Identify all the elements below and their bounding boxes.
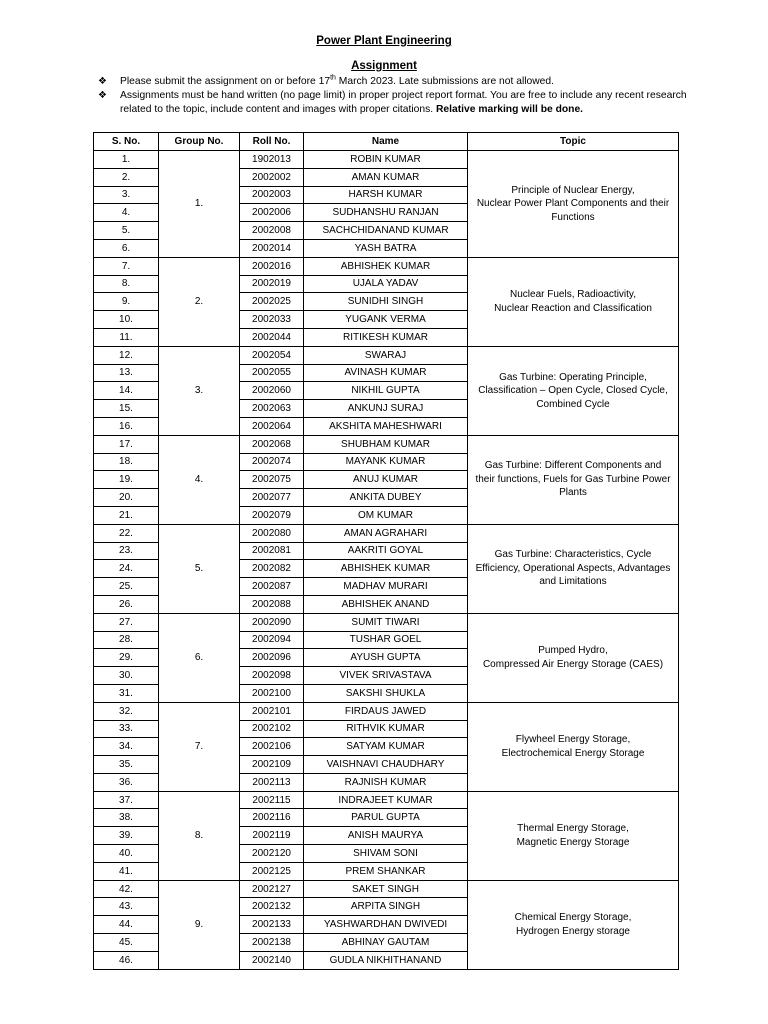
cell-sno: 5. bbox=[94, 222, 159, 240]
topic-line: Principle of Nuclear Energy, bbox=[511, 184, 635, 196]
cell-name: YASH BATRA bbox=[304, 239, 468, 257]
cell-topic bbox=[468, 613, 679, 702]
topic-line: Pumped Hydro, bbox=[538, 645, 608, 657]
cell-roll-no: 2002068 bbox=[240, 435, 304, 453]
header-group-no: Group No. bbox=[159, 133, 240, 151]
cell-group-no: 7. bbox=[159, 702, 240, 791]
document-title: Power Plant Engineering bbox=[316, 35, 452, 47]
cell-name: AMAN AGRAHARI bbox=[304, 524, 468, 542]
cell-sno: 24. bbox=[94, 560, 159, 578]
cell-topic bbox=[468, 346, 679, 435]
cell-name: AKSHITA MAHESHWARI bbox=[304, 417, 468, 435]
cell-name: SUNIDHI SINGH bbox=[304, 293, 468, 311]
topic-line: Hydrogen Energy storage bbox=[516, 925, 630, 937]
cell-group-no: 5. bbox=[159, 524, 240, 613]
cell-roll-no: 2002096 bbox=[240, 649, 304, 667]
cell-name: OM KUMAR bbox=[304, 506, 468, 524]
cell-name: SACHCHIDANAND KUMAR bbox=[304, 222, 468, 240]
cell-sno: 9. bbox=[94, 293, 159, 311]
cell-group-no: 8. bbox=[159, 791, 240, 880]
cell-roll-no: 2002033 bbox=[240, 311, 304, 329]
cell-topic bbox=[468, 151, 679, 258]
header-name: Name bbox=[304, 133, 468, 151]
cell-roll-no: 2002008 bbox=[240, 222, 304, 240]
cell-roll-no: 2002125 bbox=[240, 862, 304, 880]
table-row bbox=[94, 880, 679, 898]
topic-line: Gas Turbine: Characteristics, Cycle Efficiency, Operational Aspects, Advantages and Limitations bbox=[475, 549, 671, 588]
cell-roll-no: 2002081 bbox=[240, 542, 304, 560]
cell-roll-no: 2002079 bbox=[240, 506, 304, 524]
cell-roll-no: 2002120 bbox=[240, 845, 304, 863]
cell-name: ROBIN KUMAR bbox=[304, 151, 468, 169]
table-row bbox=[94, 435, 679, 453]
cell-sno: 42. bbox=[94, 880, 159, 898]
cell-name: ANKUNJ SURAJ bbox=[304, 400, 468, 418]
ordinal-suffix: th bbox=[330, 74, 336, 82]
cell-sno: 35. bbox=[94, 756, 159, 774]
cell-group-no: 1. bbox=[159, 151, 240, 258]
topic-line: Magnetic Energy Storage bbox=[516, 836, 630, 848]
instruction-item bbox=[96, 75, 696, 89]
cell-roll-no: 2002140 bbox=[240, 951, 304, 969]
cell-sno: 38. bbox=[94, 809, 159, 827]
cell-name: SUDHANSHU RANJAN bbox=[304, 204, 468, 222]
cell-name: UJALA YADAV bbox=[304, 275, 468, 293]
cell-name: AMAN KUMAR bbox=[304, 168, 468, 186]
cell-sno: 10. bbox=[94, 311, 159, 329]
cell-name: FIRDAUS JAWED bbox=[304, 702, 468, 720]
cell-sno: 28. bbox=[94, 631, 159, 649]
cell-sno: 27. bbox=[94, 613, 159, 631]
cell-sno: 30. bbox=[94, 667, 159, 685]
cell-roll-no: 2002115 bbox=[240, 791, 304, 809]
cell-sno: 8. bbox=[94, 275, 159, 293]
cell-name: HARSH KUMAR bbox=[304, 186, 468, 204]
cell-name: VIVEK SRIVASTAVA bbox=[304, 667, 468, 685]
cell-sno: 29. bbox=[94, 649, 159, 667]
cell-roll-no: 2002088 bbox=[240, 595, 304, 613]
cell-roll-no: 2002075 bbox=[240, 471, 304, 489]
topic-line: Nuclear Reaction and Classification bbox=[494, 302, 652, 314]
cell-roll-no: 2002113 bbox=[240, 773, 304, 791]
cell-name: PARUL GUPTA bbox=[304, 809, 468, 827]
cell-name: AVINASH KUMAR bbox=[304, 364, 468, 382]
topic-line: Flywheel Energy Storage, bbox=[515, 734, 631, 746]
cell-roll-no: 2002019 bbox=[240, 275, 304, 293]
cell-topic bbox=[468, 524, 679, 613]
cell-sno: 16. bbox=[94, 417, 159, 435]
table-row bbox=[94, 702, 679, 720]
cell-roll-no: 2002006 bbox=[240, 204, 304, 222]
cell-sno: 41. bbox=[94, 862, 159, 880]
table-header-row bbox=[94, 133, 679, 151]
cell-topic bbox=[468, 880, 679, 969]
cell-roll-no: 2002054 bbox=[240, 346, 304, 364]
cell-name: YASHWARDHAN DWIVEDI bbox=[304, 916, 468, 934]
cell-sno: 44. bbox=[94, 916, 159, 934]
header-sno: S. No. bbox=[94, 133, 159, 151]
cell-name: SUMIT TIWARI bbox=[304, 613, 468, 631]
cell-sno: 14. bbox=[94, 382, 159, 400]
cell-roll-no: 2002127 bbox=[240, 880, 304, 898]
cell-roll-no: 2002064 bbox=[240, 417, 304, 435]
cell-roll-no: 2002133 bbox=[240, 916, 304, 934]
cell-group-no: 3. bbox=[159, 346, 240, 435]
assignment-roster-table bbox=[93, 132, 679, 970]
cell-sno: 15. bbox=[94, 400, 159, 418]
cell-name: ABHISHEK ANAND bbox=[304, 595, 468, 613]
instructions-list bbox=[96, 75, 696, 117]
cell-name: SHUBHAM KUMAR bbox=[304, 435, 468, 453]
instruction-text: Please submit the assignment on or before 17 bbox=[120, 76, 331, 87]
cell-name: ANKITA DUBEY bbox=[304, 489, 468, 507]
cell-name: ANUJ KUMAR bbox=[304, 471, 468, 489]
topic-line: Electrochemical Energy Storage bbox=[501, 747, 645, 759]
cell-roll-no: 2002098 bbox=[240, 667, 304, 685]
cell-name: GUDLA NIKHITHANAND bbox=[304, 951, 468, 969]
cell-name: RAJNISH KUMAR bbox=[304, 773, 468, 791]
cell-name: TUSHAR GOEL bbox=[304, 631, 468, 649]
cell-name: SATYAM KUMAR bbox=[304, 738, 468, 756]
cell-roll-no: 2002109 bbox=[240, 756, 304, 774]
cell-sno: 21. bbox=[94, 506, 159, 524]
cell-name: ARPITA SINGH bbox=[304, 898, 468, 916]
cell-roll-no: 2002077 bbox=[240, 489, 304, 507]
cell-sno: 4. bbox=[94, 204, 159, 222]
diamond-bullet-icon: ❖ bbox=[98, 90, 107, 101]
cell-sno: 2. bbox=[94, 168, 159, 186]
table-row bbox=[94, 151, 679, 169]
cell-roll-no: 2002080 bbox=[240, 524, 304, 542]
cell-sno: 19. bbox=[94, 471, 159, 489]
cell-roll-no: 1902013 bbox=[240, 151, 304, 169]
cell-sno: 36. bbox=[94, 773, 159, 791]
cell-topic bbox=[468, 257, 679, 346]
cell-name: NIKHIL GUPTA bbox=[304, 382, 468, 400]
cell-roll-no: 2002074 bbox=[240, 453, 304, 471]
cell-sno: 26. bbox=[94, 595, 159, 613]
cell-sno: 45. bbox=[94, 934, 159, 952]
cell-name: ABHISHEK KUMAR bbox=[304, 257, 468, 275]
cell-roll-no: 2002002 bbox=[240, 168, 304, 186]
cell-sno: 23. bbox=[94, 542, 159, 560]
topic-line: Chemical Energy Storage, bbox=[514, 912, 632, 924]
cell-sno: 7. bbox=[94, 257, 159, 275]
cell-name: SAKSHI SHUKLA bbox=[304, 684, 468, 702]
cell-name: SAKET SINGH bbox=[304, 880, 468, 898]
cell-sno: 13. bbox=[94, 364, 159, 382]
cell-sno: 43. bbox=[94, 898, 159, 916]
header-topic: Topic bbox=[468, 133, 679, 151]
cell-name: VAISHNAVI CHAUDHARY bbox=[304, 756, 468, 774]
diamond-bullet-icon: ❖ bbox=[98, 76, 107, 87]
cell-roll-no: 2002116 bbox=[240, 809, 304, 827]
cell-name: ABHISHEK KUMAR bbox=[304, 560, 468, 578]
table-body bbox=[94, 151, 679, 970]
cell-roll-no: 2002106 bbox=[240, 738, 304, 756]
cell-sno: 32. bbox=[94, 702, 159, 720]
cell-sno: 12. bbox=[94, 346, 159, 364]
cell-roll-no: 2002087 bbox=[240, 578, 304, 596]
cell-topic bbox=[468, 435, 679, 524]
cell-sno: 11. bbox=[94, 328, 159, 346]
cell-sno: 22. bbox=[94, 524, 159, 542]
cell-sno: 33. bbox=[94, 720, 159, 738]
instruction-emphasis: Relative marking will be done. bbox=[435, 104, 584, 115]
cell-topic bbox=[468, 791, 679, 880]
cell-name: ABHINAY GAUTAM bbox=[304, 934, 468, 952]
cell-roll-no: 2002119 bbox=[240, 827, 304, 845]
cell-name: RITIKESH KUMAR bbox=[304, 328, 468, 346]
instruction-item bbox=[96, 89, 696, 117]
instruction-text: Assignments must be hand written (no page limit) in proper project report format. You are free to include any recent research related to the topic, include content and images with proper citations. bbox=[120, 90, 687, 115]
cell-roll-no: 2002101 bbox=[240, 702, 304, 720]
cell-name: SHIVAM SONI bbox=[304, 845, 468, 863]
cell-roll-no: 2002044 bbox=[240, 328, 304, 346]
cell-name: YUGANK VERMA bbox=[304, 311, 468, 329]
cell-sno: 25. bbox=[94, 578, 159, 596]
cell-sno: 1. bbox=[94, 151, 159, 169]
cell-name: MAYANK KUMAR bbox=[304, 453, 468, 471]
cell-sno: 37. bbox=[94, 791, 159, 809]
cell-group-no: 9. bbox=[159, 880, 240, 969]
cell-topic bbox=[468, 702, 679, 791]
cell-roll-no: 2002132 bbox=[240, 898, 304, 916]
topic-line: Compressed Air Energy Storage (CAES) bbox=[482, 658, 664, 670]
cell-roll-no: 2002025 bbox=[240, 293, 304, 311]
cell-sno: 17. bbox=[94, 435, 159, 453]
cell-sno: 31. bbox=[94, 684, 159, 702]
table-row bbox=[94, 613, 679, 631]
cell-roll-no: 2002094 bbox=[240, 631, 304, 649]
cell-name: MADHAV MURARI bbox=[304, 578, 468, 596]
topic-line: Thermal Energy Storage, bbox=[517, 823, 629, 835]
cell-name: PREM SHANKAR bbox=[304, 862, 468, 880]
cell-name: RITHVIK KUMAR bbox=[304, 720, 468, 738]
cell-roll-no: 2002055 bbox=[240, 364, 304, 382]
cell-group-no: 6. bbox=[159, 613, 240, 702]
cell-roll-no: 2002102 bbox=[240, 720, 304, 738]
cell-roll-no: 2002063 bbox=[240, 400, 304, 418]
cell-sno: 20. bbox=[94, 489, 159, 507]
cell-roll-no: 2002090 bbox=[240, 613, 304, 631]
cell-sno: 39. bbox=[94, 827, 159, 845]
cell-roll-no: 2002100 bbox=[240, 684, 304, 702]
topic-line: Nuclear Fuels, Radioactivity, bbox=[510, 289, 636, 301]
cell-name: AYUSH GUPTA bbox=[304, 649, 468, 667]
cell-name: ANISH MAURYA bbox=[304, 827, 468, 845]
cell-roll-no: 2002014 bbox=[240, 239, 304, 257]
table-row bbox=[94, 346, 679, 364]
cell-name: SWARAJ bbox=[304, 346, 468, 364]
topic-line: Nuclear Power Plant Components and their Functions bbox=[476, 198, 670, 223]
cell-roll-no: 2002016 bbox=[240, 257, 304, 275]
cell-name: AAKRITI GOYAL bbox=[304, 542, 468, 560]
table-row bbox=[94, 257, 679, 275]
document-subtitle: Assignment bbox=[351, 60, 417, 72]
cell-sno: 3. bbox=[94, 186, 159, 204]
cell-roll-no: 2002082 bbox=[240, 560, 304, 578]
table-row bbox=[94, 791, 679, 809]
topic-line: Gas Turbine: Different Components and their functions, Fuels for Gas Turbine Power Plants bbox=[475, 460, 671, 499]
cell-roll-no: 2002060 bbox=[240, 382, 304, 400]
cell-name: INDRAJEET KUMAR bbox=[304, 791, 468, 809]
cell-sno: 34. bbox=[94, 738, 159, 756]
cell-sno: 40. bbox=[94, 845, 159, 863]
topic-line: Gas Turbine: Operating Principle, Classification – Open Cycle, Closed Cycle, Combined Cycle bbox=[478, 371, 668, 410]
cell-sno: 46. bbox=[94, 951, 159, 969]
cell-roll-no: 2002138 bbox=[240, 934, 304, 952]
header-roll-no: Roll No. bbox=[240, 133, 304, 151]
cell-sno: 18. bbox=[94, 453, 159, 471]
cell-roll-no: 2002003 bbox=[240, 186, 304, 204]
cell-group-no: 2. bbox=[159, 257, 240, 346]
table-row bbox=[94, 524, 679, 542]
cell-group-no: 4. bbox=[159, 435, 240, 524]
cell-sno: 6. bbox=[94, 239, 159, 257]
instruction-text: March 2023. Late submissions are not allowed. bbox=[335, 76, 554, 87]
